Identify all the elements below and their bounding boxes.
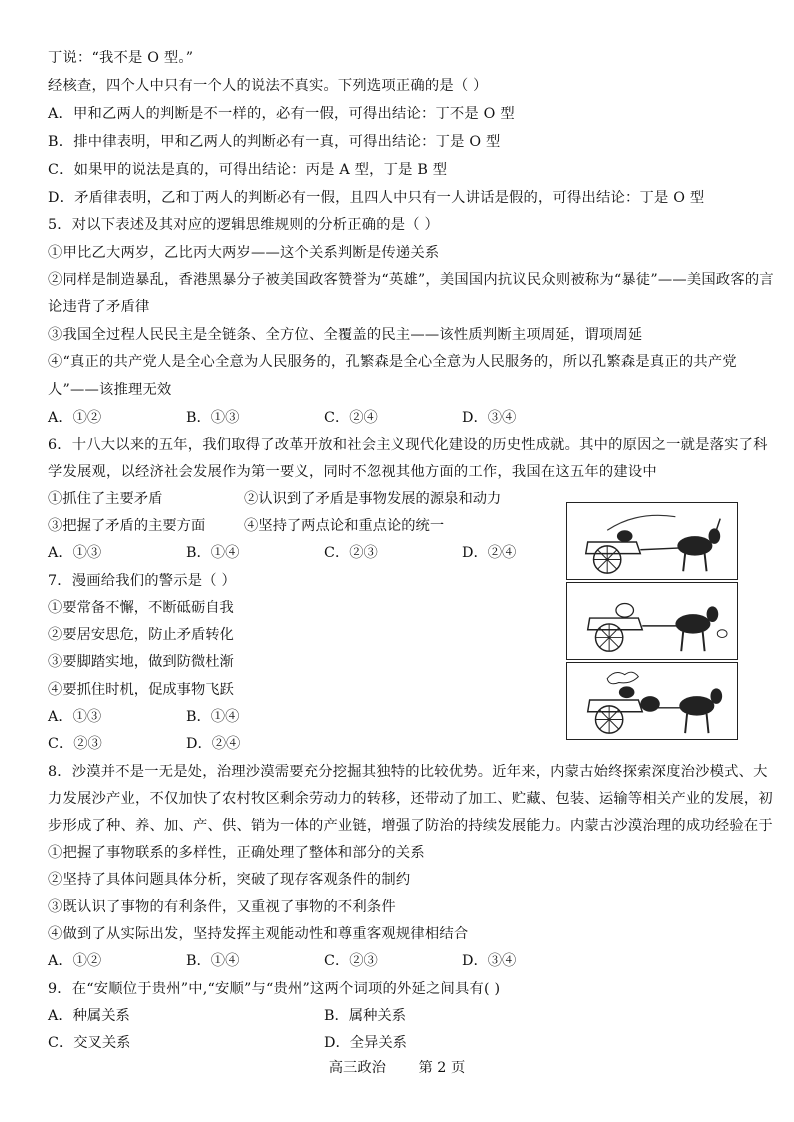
q5-statement-4b: 人”——该推理无效	[48, 382, 172, 398]
q5-option-a: A．①②	[48, 410, 102, 426]
q9-option-a: A．种属关系	[48, 1008, 130, 1024]
q8-option-b: B．①④	[186, 953, 240, 969]
q7-option-b: B．①④	[186, 709, 240, 725]
comic-panel-3	[566, 662, 738, 740]
q5-option-c: C．②④	[324, 410, 378, 426]
q6-option-c: C．②③	[324, 545, 378, 561]
q4-ding-statement: 丁说：“我不是 O 型。”	[48, 50, 194, 66]
q7-stem: 7．漫画给我们的警示是（ ）	[48, 573, 237, 589]
q5-statement-2a: ②同样是制造暴乱，香港黑暴分子被美国政客赞誉为“英雄”，美国国内抗议民众则被称为“暴徒”——美国政客的言	[48, 272, 774, 288]
q5-option-b: B．①③	[186, 410, 240, 426]
page-footer	[0, 1058, 794, 1078]
q8-statement-4: ④做到了从实际出发，坚持发挥主观能动性和尊重客观规律相结合	[48, 926, 469, 942]
q9-option-d: D．全异关系	[324, 1035, 407, 1051]
q9-option-c: C．交叉关系	[48, 1035, 131, 1051]
q7-statement-2: ②要居安思危，防止矛盾转化	[48, 627, 234, 643]
q4-option-a: A．甲和乙两人的判断是不一样的，必有一假，可得出结论：丁不是 O 型	[48, 106, 515, 122]
q6-statement-2: ②认识到了矛盾是事物发展的源泉和动力	[244, 491, 502, 507]
q7-statement-4: ④要抓住时机，促成事物飞跃	[48, 682, 234, 698]
q5-option-d: D．③④	[462, 410, 517, 426]
q8-stem-c: 步形成了种、养、加、产、供、销为一体的产业链，增强了防治的持续发展能力。内蒙古沙漠治理的成功经验在于	[48, 818, 773, 834]
q6-statement-1: ①抓住了主要矛盾	[48, 491, 163, 507]
q6-statement-4: ④坚持了两点论和重点论的统一	[244, 518, 445, 534]
q6-option-a: A．①③	[48, 545, 102, 561]
q7-option-a: A．①③	[48, 709, 102, 725]
q6-option-b: B．①④	[186, 545, 240, 561]
q8-stem-b: 力发展沙产业，不仅加快了农村牧区剩余劳动力的转移，还带动了加工、贮藏、包装、运输等相关产业的发展，初	[48, 791, 773, 807]
q7-statement-1: ①要常备不懈，不断砥砺自我	[48, 600, 234, 616]
footer-page-number: 第 2 页	[418, 1060, 466, 1076]
q9-option-b: B．属种关系	[324, 1008, 406, 1024]
cart-donkey-illustration-3	[567, 663, 737, 739]
q6-statement-3: ③把握了矛盾的主要方面	[48, 518, 206, 534]
q5-statement-1: ①甲比乙大两岁，乙比丙大两岁——这个关系判断是传递关系	[48, 245, 440, 261]
q8-stem-a: 8．沙漠并不是一无是处，治理沙漠需要充分挖掘其独特的比较优势。近年来，内蒙古始终探索深度治沙模式、大	[48, 764, 768, 780]
q6-stem-b: 学发展观，以经济社会发展作为第一要义，同时不忽视其他方面的工作，我国在这五年的建设中	[48, 464, 657, 480]
q6-option-d: D．②④	[462, 545, 517, 561]
q9-stem: 9．在“安顺位于贵州”中,“安顺”与“贵州”这两个词项的外延之间具有( )	[48, 981, 501, 997]
q8-statement-2: ②坚持了具体问题具体分析，突破了现存客观条件的制约	[48, 872, 411, 888]
q4-stem: 经核查，四个人中只有一个人的说法不真实。下列选项正确的是（ ）	[48, 78, 488, 94]
footer-subject: 高三政治	[328, 1060, 386, 1076]
q8-statement-3: ③既认识了事物的有利条件，又重视了事物的不利条件	[48, 899, 396, 915]
q8-option-c: C．②③	[324, 953, 378, 969]
q5-statement-2b: 论违背了矛盾律	[48, 299, 150, 315]
q4-option-c: C．如果甲的说法是真的，可得出结论：丙是 A 型，丁是 B 型	[48, 162, 448, 178]
q5-statement-3: ③我国全过程人民民主是全链条、全方位、全覆盖的民主——该性质判断主项周延，谓项周延	[48, 327, 643, 343]
q8-option-a: A．①②	[48, 953, 102, 969]
cart-donkey-illustration-2	[567, 583, 737, 659]
q7-option-c: C．②③	[48, 736, 102, 752]
q7-option-d: D．②④	[186, 736, 241, 752]
q8-statement-1: ①把握了事物联系的多样性，正确处理了整体和部分的关系	[48, 845, 425, 861]
q8-option-d: D．③④	[462, 953, 517, 969]
q5-statement-4a: ④“真正的共产党人是全心全意为人民服务的，孔繁森是全心全意为人民服务的，所以孔繁森是真正的共产党	[48, 354, 737, 370]
q7-statement-3: ③要脚踏实地，做到防微杜渐	[48, 654, 234, 670]
q6-stem-a: 6．十八大以来的五年，我们取得了改革开放和社会主义现代化建设的历史性成就。其中的原因之一就是落实了科	[48, 437, 768, 453]
q4-option-d: D．矛盾律表明，乙和丁两人的判断必有一假，且四人中只有一人讲话是假的，可得出结论：丁是 O 型	[48, 190, 705, 206]
q4-option-b: B．排中律表明，甲和乙两人的判断必有一真，可得出结论：丁是 O 型	[48, 134, 501, 150]
comic-panel-2	[566, 582, 738, 660]
q5-stem: 5．对以下表述及其对应的逻辑思维规则的分析正确的是（ ）	[48, 217, 439, 233]
comic-panel-1	[566, 502, 738, 580]
cart-donkey-illustration-1	[567, 503, 737, 579]
